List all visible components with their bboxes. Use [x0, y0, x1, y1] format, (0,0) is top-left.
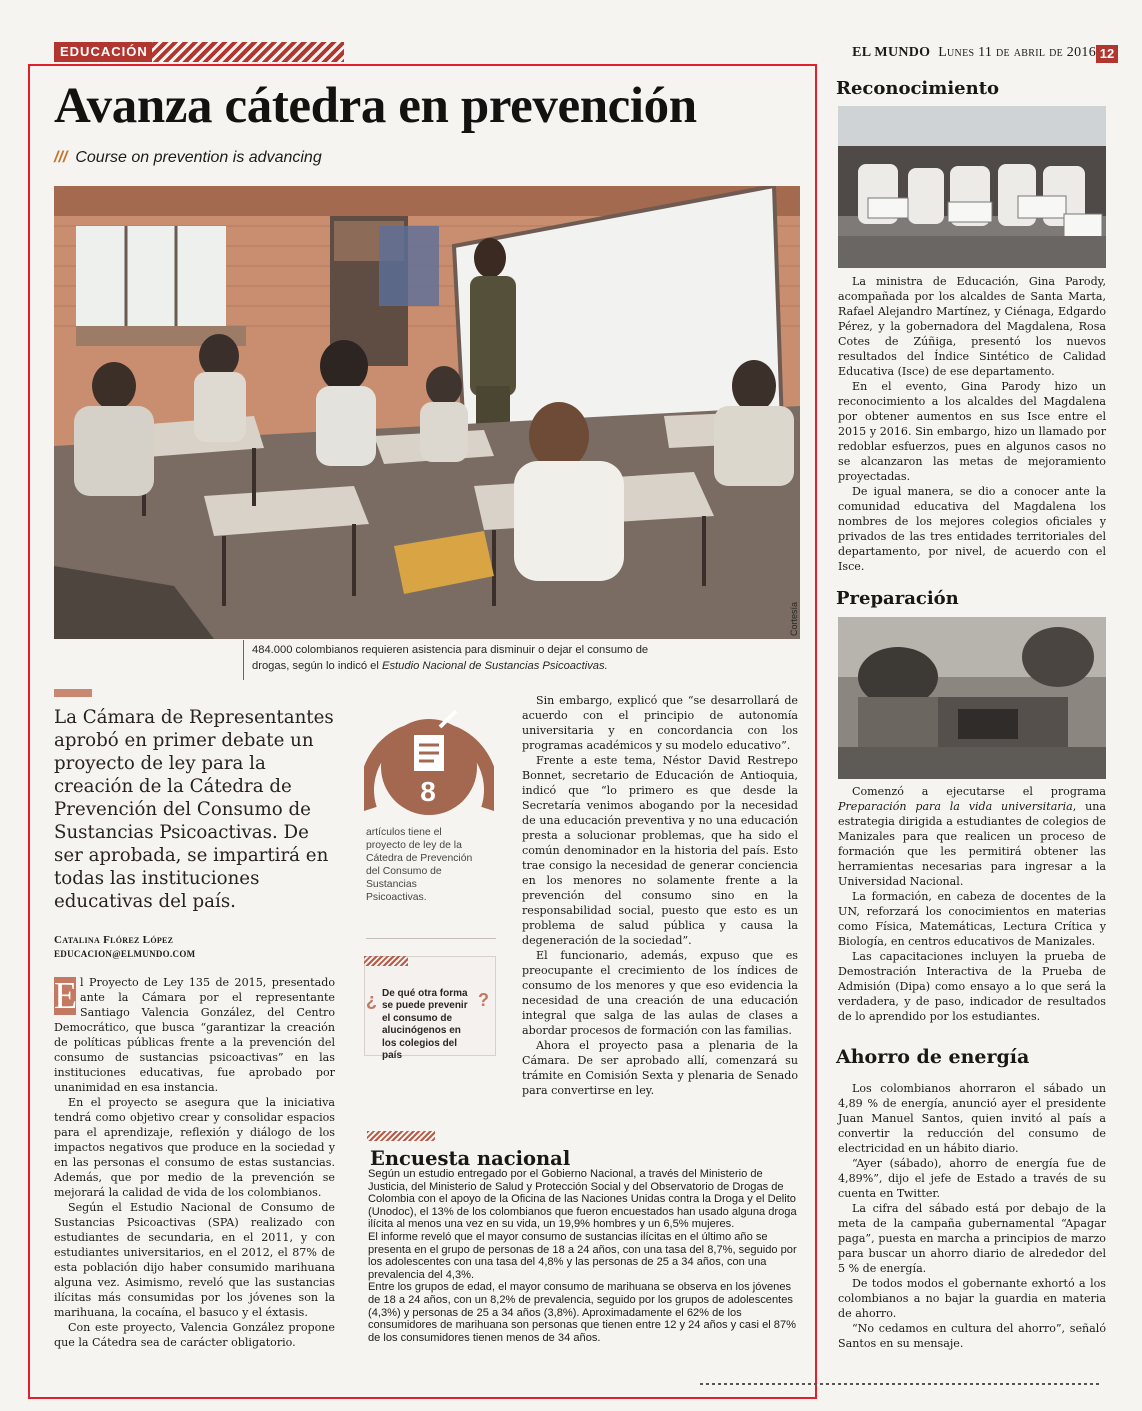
article-paragraph: El funcionario, además, expuso que es preocupante el crecimiento de los índices de consumo de los menores y que eso evidencia la necesidad de una creación de una educación integral que salga de las aulas de clases a abordar procesos de formación con las familias. — [522, 949, 798, 1037]
ceremony-photo — [838, 106, 1106, 268]
paper-name: EL MUNDO — [852, 45, 931, 60]
article-column-1 — [54, 975, 335, 1350]
section-tag — [54, 42, 344, 62]
headline: Avanza cátedra en prevención — [54, 78, 697, 134]
survey-stripes — [367, 1131, 435, 1141]
author-name: Catalina Flórez López — [54, 934, 174, 946]
question-text: De qué otra forma se puede prevenir el consumo de alucinógenos en los colegios del país — [382, 988, 468, 1062]
students-photo-drawing — [838, 617, 1106, 779]
paragraph-text: l Proyecto de Ley 135 de 2015, presentado ante la Cámara por el representante Santiago Valencia González, del Centro Democrático, que busca “garantizar la creación de políticas públicas frente a la prevención del consumo de sustancias psicoactivas” en las instituciones educativas, fue aprobado por unanimidad en esa instancia. — [54, 976, 335, 1094]
reconocimiento-title: Reconocimiento — [836, 78, 1000, 99]
caption-source: Estudio Nacional de Sustancias Psicoactivas. — [381, 660, 608, 672]
issue-date: Lunes 11 de abril de 2016 — [938, 45, 1096, 60]
side-paragraph: De igual manera, se dio a conocer ante la comunidad educativa del Magdalena los nombres de los mejores colegios oficiales y privados de las tres entidades territoriales del departamento, por nivel, de acuerdo con el Isce. — [838, 485, 1106, 573]
article-paragraph: Según el Estudio Nacional de Consumo de Sustancias Psicoactivas (SPA) realizado con estudiantes de secundaria, en el 2011, y con estudiantes universitarios, en el 2012, el 87% de esta población dijo haber consumido marihuana alguna vez. Asimismo, reveló que las sustancias ilícitas más consumidas por los jóvenes son la marihuana, la cocaína, el basuco y el éxtasis. — [54, 1201, 335, 1319]
article-paragraph: Con este proyecto, Valencia González propone que la Cátedra sea de carácter obligatorio. — [54, 1321, 335, 1349]
survey-paragraph: Entre los grupos de edad, el mayor consumo de marihuana se observa en los jóvenes de 18 a 24 años, con un 8,2% de prevalencia, seguido por los grupos de adolescentes (4,3%) y personas de 25 a 34 años (3,8%). Aproximadamente el 62% de los consumidores de marihuana son personas que tienen entre 12 y 24 años y casi el 87% de los consumidores tienen menos de 34 años. — [368, 1281, 796, 1344]
article-paragraph: Ahora el proyecto pasa a plenaria de la Cámara. De ser aprobado allí, comenzará su trámite en Comisión Sexta y plenaria de Senado para convertirse en ley. — [522, 1039, 798, 1097]
question-open-mark: ¿ — [366, 990, 377, 1010]
classroom-photo-drawing — [54, 186, 800, 639]
article-paragraph: Sin embargo, explicó que “se desarrollará de acuerdo con el principio de autonomía universitaria y en concordancia con los programas académicos y su modelo educativo”. — [522, 694, 798, 752]
photo-credit: Cortesía — [789, 601, 799, 636]
survey-paragraph: Según un estudio entregado por el Gobierno Nacional, a través del Ministerio de Justicia, del Ministerio de Salud y Protección Social y del Observatorio de Drogas de Colombia con el apoyo de la Oficina de las Naciones Unidas contra la Droga y el Delito (Unodoc), el 13% de los colombianos que fueron encuestados han usado alguna droga ilícita al menos una vez en su vida, un 19,9% hombres y un 6,5% mujeres. — [368, 1168, 797, 1231]
subhead-marker: /// — [54, 149, 68, 166]
infographic-divider — [366, 938, 496, 939]
article-paragraph: En el proyecto se asegura que la iniciativa tendrá como objetivo crear y consolidar espacios para el aprendizaje, reflexión y diálogo de los impactos negativos que produce en la sociedad y en las personas el consumo de estas sustancias. Además, que por medio de la prevención se mejorará la calidad de vida de los colombianos. — [54, 1096, 335, 1199]
photo-caption — [243, 640, 683, 680]
program-name: Preparación para la vida universitaria — [838, 800, 1073, 813]
side-paragraph: La ministra de Educación, Gina Parody, acompañada por los alcaldes de Santa Marta, Rafael Alejandro Martínez, y Ciénaga, Edgardo Pérez, y la gobernadora del Magdalena, Rosa Cotes de Zúñiga, presentó los nuevos resultados del Índice Sintético de Calidad Educativa (Isce) de ese departamento. — [838, 275, 1106, 378]
side-paragraph: La cifra del sábado está por debajo de la meta de la campaña gubernamental “Apagar paga”, puesta en marcha a principios de marzo para buscar un ahorro diario de alrededor del 5 % de energía. — [838, 1202, 1106, 1275]
ceremony-photo-drawing — [838, 106, 1106, 268]
survey-title: Encuesta nacional — [370, 1147, 571, 1170]
articles-count-text: artículos tiene el proyecto de ley de la Cátedra de Prevención del Consumo de Sustancias Psicoactivas. — [366, 827, 473, 903]
side-paragraph: En el evento, Gina Parody hizo un reconocimiento a los alcaldes del Magdalena por obtener aumentos en sus Isce entre el 2015 y 2016. Sin embargo, hizo un llamado por redoblar esfuerzos, pues en algunos casos no se alcanzaron las metas de mejoramiento proyectadas. — [838, 380, 1106, 483]
page-number: 12 — [1096, 45, 1118, 63]
preparacion-title: Preparación — [836, 588, 959, 609]
article-paragraph: Frente a este tema, Néstor David Restrepo Bonnet, secretario de Educación de Antioquia, indicó que “lo primero es que desde la Secretaría venimos abogando por la necesidad de una educación preventiva y no una educación presta a solucionar problemas, que ha sido el común denominador en la historia del país. Esto trae consigo la necesidad de generar conciencia en los menores no solamente frente a la prevención del consumo sino en la responsabilidad social, puesto que esto es un problema de salud pública y causa la degeneración de la sociedad”. — [522, 754, 798, 947]
lead-accent-bar — [54, 689, 92, 697]
side-paragraph: Las capacitaciones incluyen la prueba de Demostración Interactiva de la Prueba de Admisión (Dipa) como ensayo a lo que será la verdadera, y de paso, indicador de resultados de lo aprendido por los estudiantes. — [838, 950, 1106, 1023]
reconocimiento-body — [838, 274, 1106, 574]
question-close-mark: ? — [478, 990, 489, 1010]
perforation-line — [700, 1383, 1100, 1385]
subhead-text: Course on prevention is advancing — [75, 149, 322, 166]
paragraph-text: , una estrategia dirigida a estudiantes de colegios de Manizales para que realicen un proceso de formación que les permitirá obtener las herramientas necesarias para ingresar a la Universidad Nacional. — [838, 800, 1106, 888]
author-email: EDUCACION@ELMUNDO.COM — [54, 949, 196, 959]
subheadline — [54, 149, 654, 167]
drop-cap: E — [54, 975, 78, 1017]
masthead — [820, 45, 1096, 65]
students-photo — [838, 617, 1106, 779]
articles-count: 8 — [420, 776, 436, 807]
side-paragraph: “No cedamos en cultura del ahorro”, señaló Santos en su mensaje. — [838, 1322, 1106, 1350]
article-lead: La Cámara de Representantes aprobó en primer debate un proyecto de ley para la creación de la Cátedra de Prevención del Consumo de Sustancias Psicoactivas. De ser aprobada, se impartirá en todas las instituciones educativas del país. — [54, 707, 334, 912]
side-paragraph: Los colombianos ahorraron el sábado un 4,89 % de energía, anunció ayer el presidente Juan Manuel Santos, quien invitó al país a convertir la reducción del consumo de electricidad en un hábito diario. — [838, 1082, 1106, 1155]
ahorro-body — [838, 1081, 1106, 1351]
classroom-photo — [54, 186, 800, 639]
side-paragraph — [838, 784, 1106, 889]
caption-text: 484.000 colombianos requieren asistencia para disminuir o dejar el consumo de drogas, según lo indicó el — [252, 644, 649, 672]
paragraph-text: Comenzó a ejecutarse el programa — [852, 785, 1106, 798]
section-label: EDUCACIÓN — [54, 42, 152, 62]
article-paragraph — [54, 975, 335, 1095]
ahorro-title: Ahorro de energía — [836, 1046, 1030, 1068]
question-box-stripes — [364, 956, 408, 966]
survey-body — [368, 1168, 798, 1344]
side-paragraph: De todos modos el gobernante exhortó a los colombianos a no bajar la guardia en materia de ahorro. — [838, 1277, 1106, 1320]
article-column-2 — [522, 693, 798, 1098]
survey-paragraph: El informe reveló que el mayor consumo de sustancias ilícitas en el último año se presenta en el grupo de personas de 18 a 24 años, con una tasa del 8,7%, seguido por los adolescentes con una tasa del 4,8% y las personas de 25 a 34 años, con una prevalencia del 4,3%. — [368, 1230, 797, 1281]
side-paragraph: “Ayer (sábado), ahorro de energía fue de 4,89%”, dijo el jefe de Estado a través de su cuenta en Twitter. — [838, 1157, 1106, 1200]
side-paragraph: La formación, en cabeza de docentes de la UN, reforzará los conocimientos en materias como Física, Matemáticas, Lectura Crítica y Biología, en centros educativos de Manizales. — [838, 890, 1106, 948]
preparacion-body — [838, 784, 1106, 1024]
